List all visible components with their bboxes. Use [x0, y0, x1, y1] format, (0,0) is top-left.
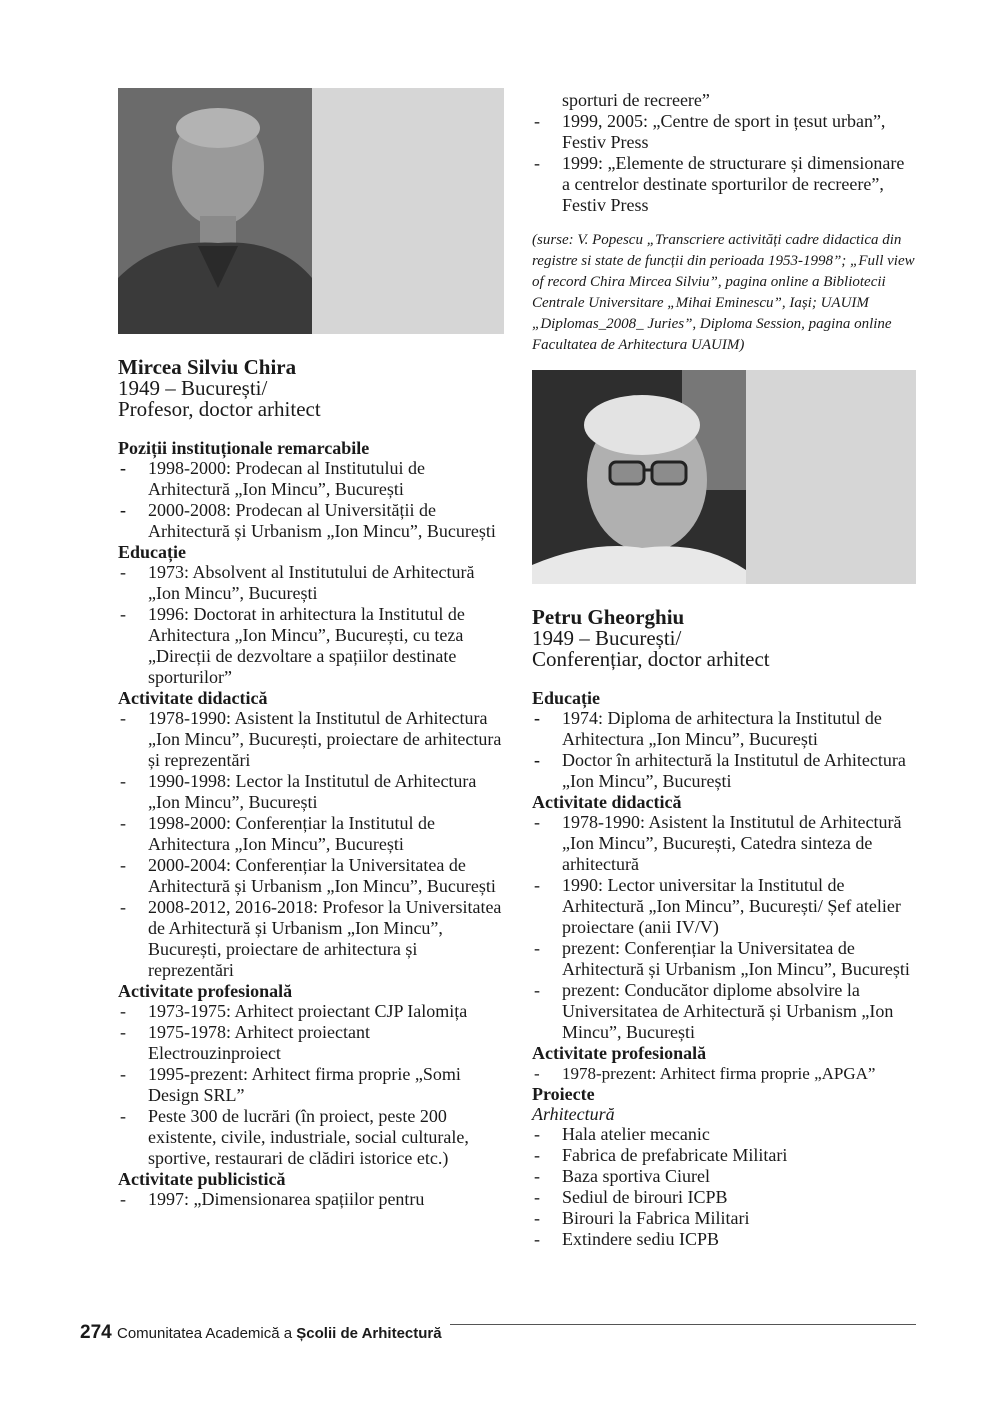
- page-footer: [80, 1322, 916, 1346]
- section-list: [118, 1001, 504, 1169]
- list-item: - 1990: Lector universitar la Institutul de Arhitectură „Ion Mincu”, București/ Șef atelier proiectare (anii IV/V): [532, 875, 916, 938]
- left-column: [118, 88, 504, 1210]
- list-item: - 2000-2004: Conferențiar la Universitatea de Arhitectură și Urbanism „Ion Mincu”, București: [118, 855, 504, 897]
- profile-name: Mircea Silviu Chira: [118, 355, 297, 379]
- list-item: - prezent: Conferențiar la Universitatea de Arhitectură și Urbanism „Ion Mincu”, București: [532, 938, 916, 980]
- right-column: [532, 90, 916, 1250]
- list-item: - 1999, 2005: „Centre de sport in țesut urban”, Festiv Press: [532, 111, 916, 153]
- section-list: [118, 562, 504, 688]
- profile-title: Conferențiar, doctor arhitect: [532, 647, 770, 671]
- portrait-photo-mircea-chira: [118, 88, 312, 334]
- photo-frame: [532, 370, 916, 584]
- list-item: - 1975-1978: Arhitect proiectant Electrouzinproiect: [118, 1022, 504, 1064]
- list-item: - Birouri la Fabrica Militari: [532, 1208, 916, 1229]
- profile-birth: 1949 – București/: [532, 626, 682, 650]
- section-list: [118, 1189, 504, 1210]
- footer-text-regular: Comunitatea Academică a: [117, 1325, 297, 1342]
- list-item: - 1998-2000: Conferențiar la Institutul de Arhitectura „Ion Mincu”, București: [118, 813, 504, 855]
- footer-divider: [450, 1324, 916, 1325]
- section-list: [118, 708, 504, 981]
- list-item: - 2000-2008: Prodecan al Universității de Arhitectură și Urbanism „Ion Mincu”, București: [118, 500, 504, 542]
- list-item: - Extindere sediu ICPB: [532, 1229, 916, 1250]
- section-heading: Educație: [532, 688, 601, 708]
- list-item: - prezent: Conducător diplome absolvire la Universitatea de Arhitectură și Urbanism „Ion Mincu”, București: [532, 980, 916, 1043]
- list-item: - 1990-1998: Lector la Institutul de Arhitectura „Ion Mincu”, București: [118, 771, 504, 813]
- list-item: - Fabrica de prefabricate Militari: [532, 1145, 916, 1166]
- list-item: - 1996: Doctorat in arhitectura la Institutul de Arhitectura „Ion Mincu”, București, cu teza „Direcții de dezvoltare a spațiilor destinate sporturilor”: [118, 604, 504, 688]
- section-heading: Activitate didactică: [118, 688, 268, 708]
- photo-frame: [118, 88, 504, 334]
- projects-subheading: Arhitectură: [532, 1104, 615, 1124]
- list-item: - 1974: Diploma de arhitectura la Institutul de Arhitectura „Ion Mincu”, București: [532, 708, 916, 750]
- page-number: 274: [80, 1322, 112, 1343]
- portrait-photo-petru-gheorghiu: [532, 370, 746, 584]
- list-item-continuation: sporturi de recreere”: [562, 90, 710, 110]
- list-item: - 1997: „Dimensionarea spațiilor pentru: [118, 1189, 504, 1210]
- section-heading: Proiecte: [532, 1084, 595, 1104]
- section-list: [532, 1063, 916, 1084]
- list-item: - 2008-2012, 2016-2018: Profesor la Universitatea de Arhitectură și Urbanism „Ion Mincu”, București, proiectare de arhitectura și reprezentări: [118, 897, 504, 981]
- section-list: [118, 458, 504, 542]
- list-item: - Hala atelier mecanic: [532, 1124, 916, 1145]
- section-heading: Educație: [118, 542, 187, 562]
- continued-list: [532, 90, 916, 216]
- profile-name: Petru Gheorghiu: [532, 605, 685, 629]
- profile-title: Profesor, doctor arhitect: [118, 397, 321, 421]
- footer-publication-title: [117, 1324, 442, 1344]
- list-item: - 1999: „Elemente de structurare și dimensionare a centrelor destinate sporturilor de recreere”, Festiv Press: [532, 153, 916, 216]
- section-heading: Activitate publicistică: [118, 1169, 286, 1189]
- section-heading: Activitate didactică: [532, 792, 682, 812]
- footer-text-bold: Școlii de Arhitectură: [296, 1325, 442, 1342]
- list-item: - Doctor în arhitectură la Institutul de Arhitectura „Ion Mincu”, București: [532, 750, 916, 792]
- list-item: - 1973-1975: Arhitect proiectant CJP Ialomița: [118, 1001, 504, 1022]
- profile-birth: 1949 – București/: [118, 376, 268, 400]
- list-item: - 1973: Absolvent al Institutului de Arhitectură „Ion Mincu”, București: [118, 562, 504, 604]
- section-heading: Activitate profesională: [118, 981, 293, 1001]
- list-item: - 1978-1990: Asistent la Institutul de Arhitectură „Ion Mincu”, București, Catedra sinteza de arhitectură: [532, 812, 916, 875]
- list-item: - Sediul de birouri ICPB: [532, 1187, 916, 1208]
- section-heading: Activitate profesională: [532, 1043, 707, 1063]
- list-item: - 1978-1990: Asistent la Institutul de Arhitectura „Ion Mincu”, București, proiectare de arhitectura și reprezentări: [118, 708, 504, 771]
- section-list: [532, 812, 916, 1043]
- list-item: - 1998-2000: Prodecan al Institutului de Arhitectură „Ion Mincu”, București: [118, 458, 504, 500]
- section-heading: Poziții instituționale remarcabile: [118, 438, 370, 458]
- projects-list: [532, 1124, 916, 1250]
- list-item: - 1995-prezent: Arhitect firma proprie „Somi Design SRL”: [118, 1064, 504, 1106]
- section-list: [532, 708, 916, 792]
- list-item: - 1978-prezent: Arhitect firma proprie „APGA”: [532, 1063, 916, 1084]
- sources-note: (surse: V. Popescu „Transcriere activități cadre didactica din registre si state de funcții din perioada 1953-1998”; „Full view of record Chira Mircea Silviu”, pagina online a Bibliotecii Centrale Universitare „Mihai Eminescu”, Iași; UAUIM „Diplomas_2008_ Juries”, Diploma Session, pagina online Facultatea de Arhitectura UAUIM): [532, 232, 915, 353]
- list-item: - Peste 300 de lucrări (în proiect, peste 200 existente, civile, industriale, social culturale, sportive, restaurari de clădiri istorice etc.): [118, 1106, 504, 1169]
- list-item: - Baza sportiva Ciurel: [532, 1166, 916, 1187]
